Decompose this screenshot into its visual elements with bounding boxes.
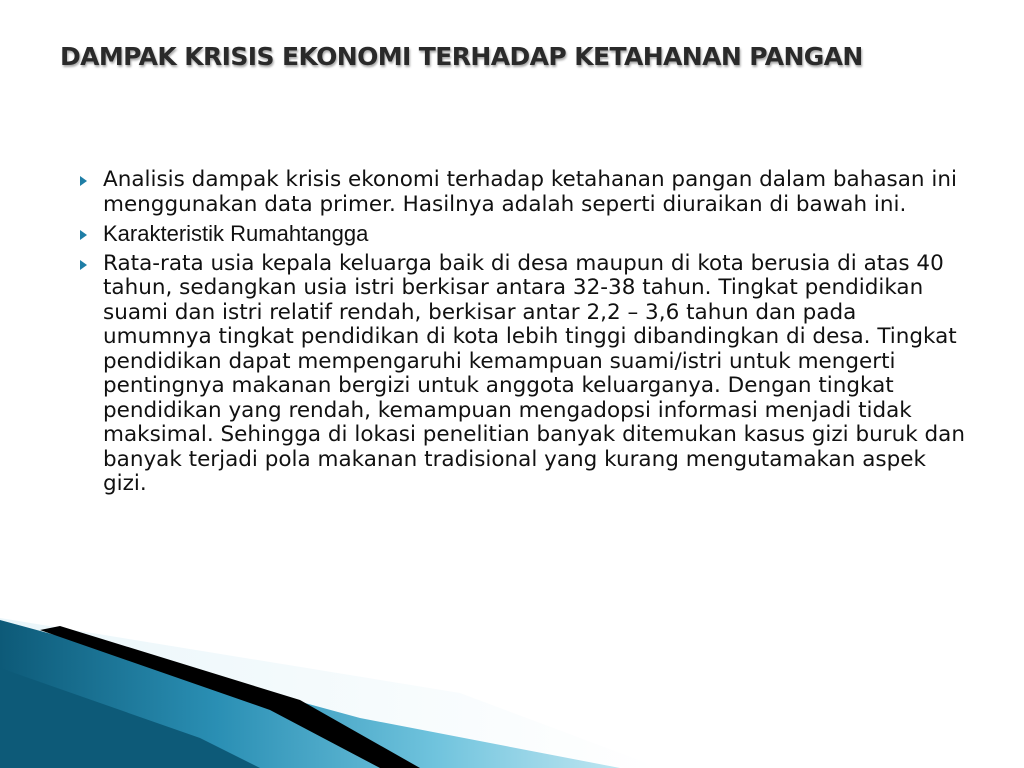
triangle-bullet-icon [80, 176, 87, 186]
slide-title: DAMPAK KRISIS EKONOMI TERHADAP KETAHANAN PANGAN [60, 42, 863, 71]
bullet-text: Analisis dampak krisis ekonomi terhadap ketahanan pangan dalam bahasan ini menggunakan data primer. Hasilnya adalah seperti diuraikan di bawah ini. [103, 167, 957, 217]
bullet-text: Rata-rata usia kepala keluarga baik di desa maupun di kota berusia di atas 40 tahun, sedangkan usia istri berkisar antara 32-38 tahun. Tingkat pendidikan suami dan istri relatif rendah, berkisar antar 2,2 – 3,6 tahun dan pada umumnya tingkat pendidikan di kota lebih tinggi dibandingkan di desa. Tingkat pendidikan dapat mempengaruhi kemampuan suami/istri untuk mengerti pentingnya makanan bergizi untuk anggota keluarganya. Dengan tingkat pendidikan yang rendah, kemampuan mengadopsi informasi menjadi tidak maksimal. Sehingga di lokasi penelitian banyak ditemukan kasus gizi buruk dan banyak terjadi pola makanan tradisional yang kurang mengutamakan aspek gizi. [103, 250, 965, 496]
bullet-item-description [76, 252, 966, 497]
triangle-bullet-icon [80, 260, 87, 270]
bullet-subheading: Karakteristik Rumahtangga [103, 221, 369, 246]
bullet-item-subheading [76, 222, 966, 247]
triangle-bullet-icon [80, 230, 87, 240]
bullet-item-intro [76, 168, 966, 217]
decorative-swoosh [0, 598, 1024, 768]
bullet-list [76, 168, 966, 502]
